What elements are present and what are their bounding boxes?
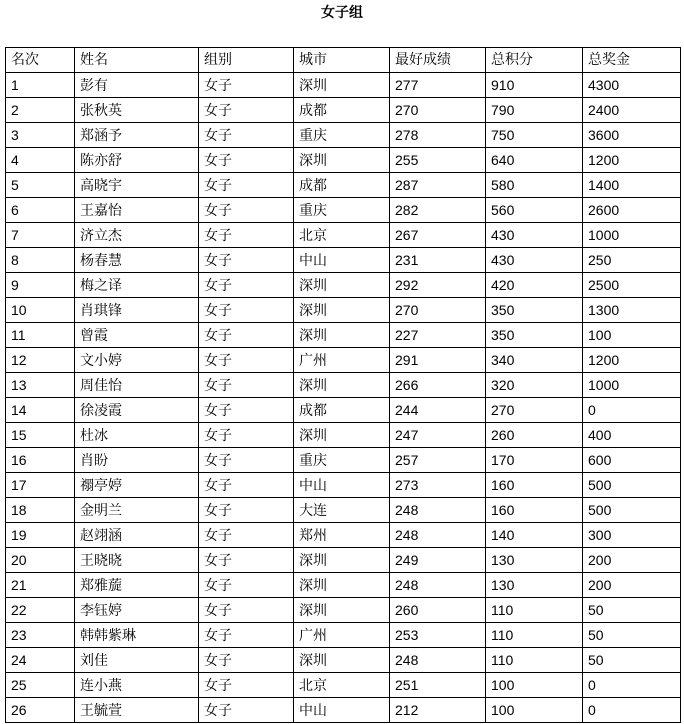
table-row xyxy=(6,423,681,448)
standings-table xyxy=(5,47,681,723)
cell-total-prize: 400 xyxy=(583,423,681,448)
cell-group: 女子 xyxy=(199,673,294,698)
cell-rank: 21 xyxy=(6,573,75,598)
cell-rank: 2 xyxy=(6,98,75,123)
header-rank: 名次 xyxy=(6,48,75,73)
cell-best-score: 248 xyxy=(390,498,486,523)
table-row xyxy=(6,198,681,223)
cell-total-prize: 1200 xyxy=(583,148,681,173)
cell-total-prize: 50 xyxy=(583,598,681,623)
cell-best-score: 282 xyxy=(390,198,486,223)
cell-city: 深圳 xyxy=(294,298,390,323)
cell-rank: 7 xyxy=(6,223,75,248)
cell-rank: 16 xyxy=(6,448,75,473)
cell-group: 女子 xyxy=(199,248,294,273)
cell-rank: 26 xyxy=(6,698,75,723)
cell-total-prize: 200 xyxy=(583,548,681,573)
cell-group: 女子 xyxy=(199,598,294,623)
cell-total-prize: 50 xyxy=(583,623,681,648)
cell-best-score: 278 xyxy=(390,123,486,148)
cell-group: 女子 xyxy=(199,223,294,248)
cell-group: 女子 xyxy=(199,323,294,348)
cell-group: 女子 xyxy=(199,448,294,473)
cell-total-prize: 600 xyxy=(583,448,681,473)
cell-rank: 22 xyxy=(6,598,75,623)
cell-name: 韩韩紫琳 xyxy=(75,623,199,648)
cell-name: 金明兰 xyxy=(75,498,199,523)
cell-name: 刘佳 xyxy=(75,648,199,673)
cell-total-prize: 50 xyxy=(583,648,681,673)
cell-name: 文小婷 xyxy=(75,348,199,373)
cell-rank: 24 xyxy=(6,648,75,673)
table-row xyxy=(6,523,681,548)
cell-total-points: 350 xyxy=(486,323,583,348)
table-row xyxy=(6,273,681,298)
cell-total-prize: 1400 xyxy=(583,173,681,198)
cell-best-score: 267 xyxy=(390,223,486,248)
cell-group: 女子 xyxy=(199,698,294,723)
cell-best-score: 248 xyxy=(390,648,486,673)
table-row xyxy=(6,73,681,98)
cell-best-score: 212 xyxy=(390,698,486,723)
cell-best-score: 253 xyxy=(390,623,486,648)
cell-total-prize: 500 xyxy=(583,473,681,498)
cell-best-score: 249 xyxy=(390,548,486,573)
cell-best-score: 292 xyxy=(390,273,486,298)
cell-name: 李钰婷 xyxy=(75,598,199,623)
cell-city: 大连 xyxy=(294,498,390,523)
cell-city: 中山 xyxy=(294,698,390,723)
cell-total-points: 160 xyxy=(486,498,583,523)
table-row xyxy=(6,598,681,623)
cell-total-prize: 0 xyxy=(583,398,681,423)
cell-rank: 4 xyxy=(6,148,75,173)
cell-total-prize: 0 xyxy=(583,673,681,698)
cell-best-score: 270 xyxy=(390,298,486,323)
cell-rank: 9 xyxy=(6,273,75,298)
cell-group: 女子 xyxy=(199,98,294,123)
table-row xyxy=(6,548,681,573)
cell-total-points: 430 xyxy=(486,223,583,248)
cell-rank: 13 xyxy=(6,373,75,398)
cell-city: 北京 xyxy=(294,223,390,248)
table-row xyxy=(6,223,681,248)
cell-city: 深圳 xyxy=(294,323,390,348)
cell-city: 深圳 xyxy=(294,423,390,448)
cell-best-score: 266 xyxy=(390,373,486,398)
cell-total-points: 110 xyxy=(486,598,583,623)
cell-name: 陈亦舒 xyxy=(75,148,199,173)
cell-city: 重庆 xyxy=(294,448,390,473)
cell-total-points: 580 xyxy=(486,173,583,198)
cell-name: 禤亭婷 xyxy=(75,473,199,498)
cell-rank: 12 xyxy=(6,348,75,373)
cell-rank: 23 xyxy=(6,623,75,648)
table-row xyxy=(6,248,681,273)
cell-total-points: 100 xyxy=(486,698,583,723)
cell-name: 周佳怡 xyxy=(75,373,199,398)
cell-city: 成都 xyxy=(294,98,390,123)
cell-group: 女子 xyxy=(199,148,294,173)
cell-city: 成都 xyxy=(294,173,390,198)
cell-city: 北京 xyxy=(294,673,390,698)
cell-total-points: 170 xyxy=(486,448,583,473)
cell-best-score: 244 xyxy=(390,398,486,423)
table-row xyxy=(6,148,681,173)
cell-total-points: 420 xyxy=(486,273,583,298)
table-row xyxy=(6,173,681,198)
cell-rank: 10 xyxy=(6,298,75,323)
table-header-row xyxy=(6,48,681,73)
cell-rank: 11 xyxy=(6,323,75,348)
header-best-score: 最好成绩 xyxy=(390,48,486,73)
cell-name: 徐凌霞 xyxy=(75,398,199,423)
cell-total-points: 750 xyxy=(486,123,583,148)
cell-total-points: 140 xyxy=(486,523,583,548)
cell-total-points: 430 xyxy=(486,248,583,273)
cell-total-prize: 1000 xyxy=(583,373,681,398)
cell-group: 女子 xyxy=(199,73,294,98)
cell-name: 郑涵予 xyxy=(75,123,199,148)
cell-name: 杨春慧 xyxy=(75,248,199,273)
cell-best-score: 255 xyxy=(390,148,486,173)
cell-group: 女子 xyxy=(199,523,294,548)
table-row xyxy=(6,698,681,723)
cell-group: 女子 xyxy=(199,298,294,323)
cell-best-score: 260 xyxy=(390,598,486,623)
cell-city: 深圳 xyxy=(294,148,390,173)
cell-total-prize: 1200 xyxy=(583,348,681,373)
cell-group: 女子 xyxy=(199,273,294,298)
cell-total-points: 560 xyxy=(486,198,583,223)
cell-total-points: 790 xyxy=(486,98,583,123)
cell-group: 女子 xyxy=(199,198,294,223)
table-row xyxy=(6,648,681,673)
cell-rank: 17 xyxy=(6,473,75,498)
cell-city: 广州 xyxy=(294,623,390,648)
cell-total-prize: 250 xyxy=(583,248,681,273)
table-row xyxy=(6,498,681,523)
cell-total-prize: 2400 xyxy=(583,98,681,123)
table-row xyxy=(6,398,681,423)
header-group: 组别 xyxy=(199,48,294,73)
cell-name: 王嘉怡 xyxy=(75,198,199,223)
cell-total-prize: 2600 xyxy=(583,198,681,223)
cell-rank: 8 xyxy=(6,248,75,273)
cell-group: 女子 xyxy=(199,423,294,448)
cell-name: 杜冰 xyxy=(75,423,199,448)
cell-city: 广州 xyxy=(294,348,390,373)
page-title: 女子组 xyxy=(321,5,363,21)
cell-name: 肖琪锋 xyxy=(75,298,199,323)
header-name: 姓名 xyxy=(75,48,199,73)
cell-rank: 25 xyxy=(6,673,75,698)
cell-total-prize: 200 xyxy=(583,573,681,598)
cell-rank: 3 xyxy=(6,123,75,148)
header-total-prize: 总奖金 xyxy=(583,48,681,73)
cell-rank: 20 xyxy=(6,548,75,573)
cell-city: 深圳 xyxy=(294,598,390,623)
cell-rank: 14 xyxy=(6,398,75,423)
cell-name: 王晓晓 xyxy=(75,548,199,573)
cell-city: 中山 xyxy=(294,248,390,273)
cell-group: 女子 xyxy=(199,548,294,573)
cell-rank: 5 xyxy=(6,173,75,198)
cell-total-prize: 300 xyxy=(583,523,681,548)
cell-best-score: 277 xyxy=(390,73,486,98)
cell-group: 女子 xyxy=(199,373,294,398)
table-row xyxy=(6,348,681,373)
cell-city: 重庆 xyxy=(294,123,390,148)
cell-total-points: 160 xyxy=(486,473,583,498)
cell-total-prize: 500 xyxy=(583,498,681,523)
cell-group: 女子 xyxy=(199,498,294,523)
cell-name: 王毓萱 xyxy=(75,698,199,723)
cell-group: 女子 xyxy=(199,573,294,598)
cell-total-prize: 2500 xyxy=(583,273,681,298)
cell-name: 济立杰 xyxy=(75,223,199,248)
cell-total-prize: 1300 xyxy=(583,298,681,323)
cell-city: 深圳 xyxy=(294,73,390,98)
cell-rank: 18 xyxy=(6,498,75,523)
table-row xyxy=(6,673,681,698)
cell-city: 深圳 xyxy=(294,548,390,573)
cell-best-score: 248 xyxy=(390,523,486,548)
cell-group: 女子 xyxy=(199,648,294,673)
cell-best-score: 227 xyxy=(390,323,486,348)
cell-total-points: 260 xyxy=(486,423,583,448)
cell-best-score: 291 xyxy=(390,348,486,373)
cell-total-points: 350 xyxy=(486,298,583,323)
cell-total-points: 320 xyxy=(486,373,583,398)
cell-rank: 1 xyxy=(6,73,75,98)
cell-name: 肖盼 xyxy=(75,448,199,473)
cell-name: 连小燕 xyxy=(75,673,199,698)
header-total-points: 总积分 xyxy=(486,48,583,73)
cell-total-prize: 4300 xyxy=(583,73,681,98)
cell-total-prize: 100 xyxy=(583,323,681,348)
cell-city: 深圳 xyxy=(294,273,390,298)
cell-city: 深圳 xyxy=(294,573,390,598)
cell-rank: 6 xyxy=(6,198,75,223)
table-row xyxy=(6,473,681,498)
cell-best-score: 257 xyxy=(390,448,486,473)
cell-group: 女子 xyxy=(199,173,294,198)
cell-city: 深圳 xyxy=(294,373,390,398)
cell-total-points: 100 xyxy=(486,673,583,698)
cell-city: 成都 xyxy=(294,398,390,423)
cell-best-score: 270 xyxy=(390,98,486,123)
cell-name: 曾霞 xyxy=(75,323,199,348)
table-row xyxy=(6,123,681,148)
cell-city: 深圳 xyxy=(294,648,390,673)
cell-group: 女子 xyxy=(199,623,294,648)
cell-name: 张秋英 xyxy=(75,98,199,123)
cell-city: 重庆 xyxy=(294,198,390,223)
cell-city: 中山 xyxy=(294,473,390,498)
cell-best-score: 231 xyxy=(390,248,486,273)
cell-group: 女子 xyxy=(199,473,294,498)
table-body xyxy=(6,73,681,723)
cell-rank: 19 xyxy=(6,523,75,548)
cell-total-points: 340 xyxy=(486,348,583,373)
cell-total-points: 130 xyxy=(486,573,583,598)
cell-total-points: 640 xyxy=(486,148,583,173)
cell-name: 梅之译 xyxy=(75,273,199,298)
cell-name: 赵翊涵 xyxy=(75,523,199,548)
table-row xyxy=(6,373,681,398)
cell-name: 彭有 xyxy=(75,73,199,98)
cell-group: 女子 xyxy=(199,398,294,423)
cell-total-points: 910 xyxy=(486,73,583,98)
cell-total-points: 110 xyxy=(486,623,583,648)
table-row xyxy=(6,98,681,123)
cell-total-points: 130 xyxy=(486,548,583,573)
cell-best-score: 273 xyxy=(390,473,486,498)
cell-total-points: 270 xyxy=(486,398,583,423)
cell-group: 女子 xyxy=(199,123,294,148)
table-row xyxy=(6,623,681,648)
cell-name: 郑雅蔙 xyxy=(75,573,199,598)
cell-total-prize: 0 xyxy=(583,698,681,723)
cell-best-score: 247 xyxy=(390,423,486,448)
cell-best-score: 251 xyxy=(390,673,486,698)
cell-group: 女子 xyxy=(199,348,294,373)
table-row xyxy=(6,298,681,323)
cell-city: 郑州 xyxy=(294,523,390,548)
table-row xyxy=(6,323,681,348)
table-row xyxy=(6,448,681,473)
cell-total-prize: 1000 xyxy=(583,223,681,248)
header-city: 城市 xyxy=(294,48,390,73)
table-row xyxy=(6,573,681,598)
cell-total-points: 110 xyxy=(486,648,583,673)
cell-best-score: 287 xyxy=(390,173,486,198)
cell-total-prize: 3600 xyxy=(583,123,681,148)
cell-rank: 15 xyxy=(6,423,75,448)
cell-best-score: 248 xyxy=(390,573,486,598)
cell-name: 高晓宇 xyxy=(75,173,199,198)
